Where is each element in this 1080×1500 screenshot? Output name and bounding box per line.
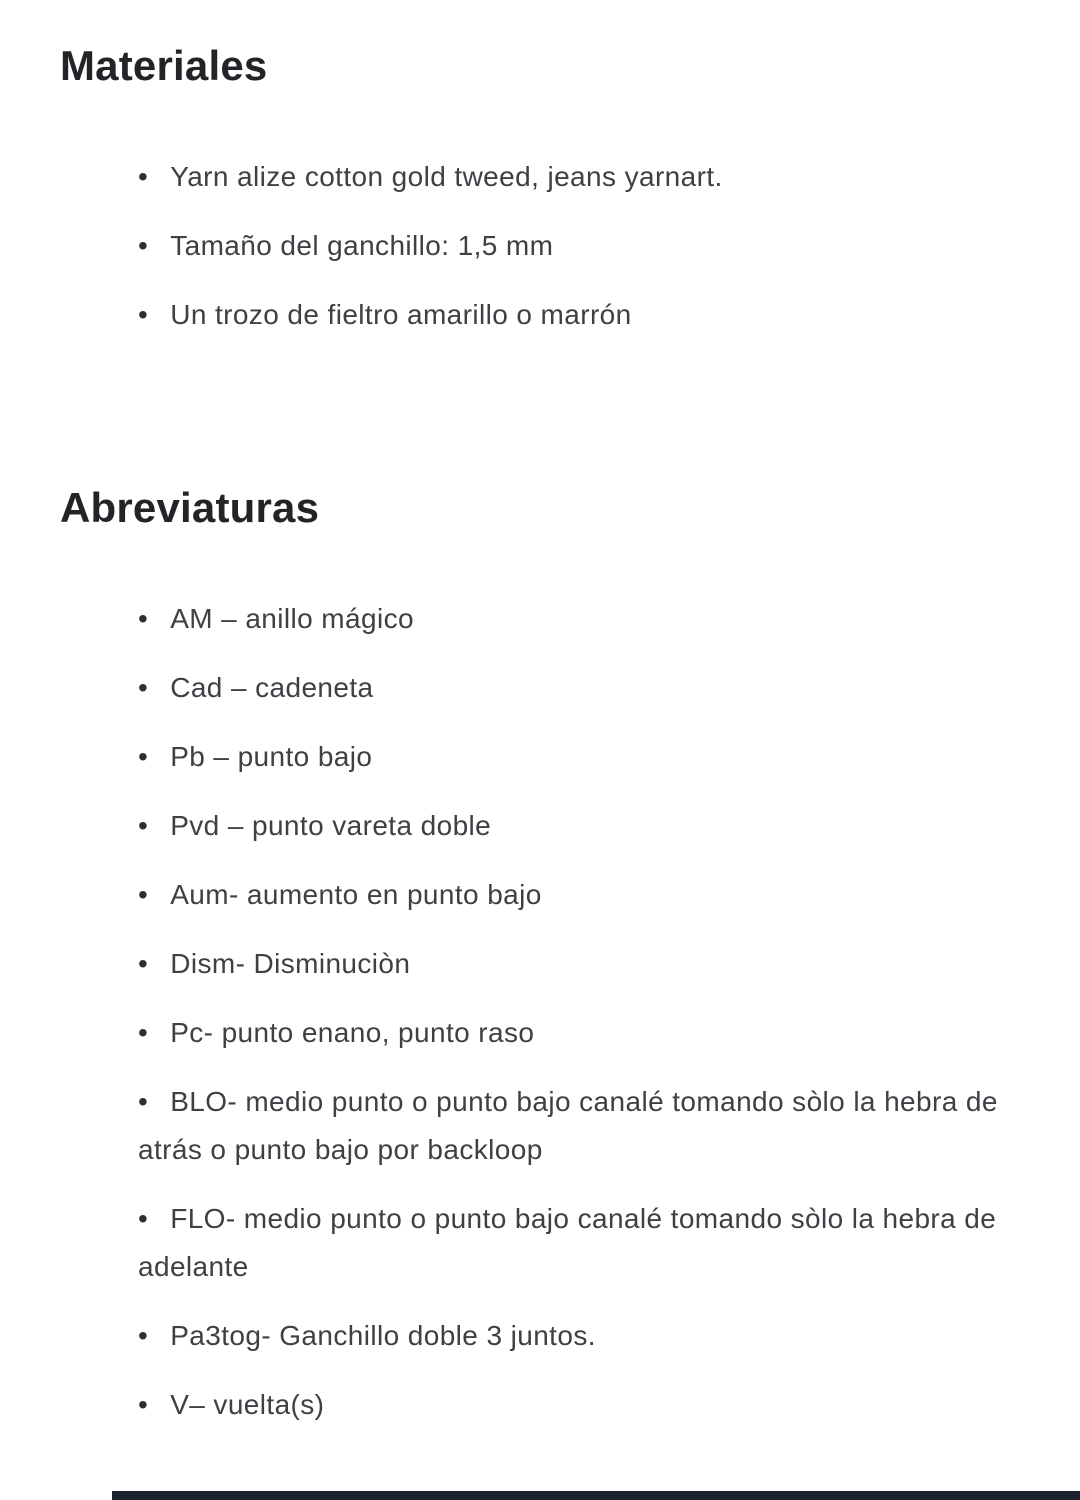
abbreviations-list [60, 595, 1020, 1429]
list-item-text: Pb – punto bajo [170, 741, 373, 772]
list-item [138, 291, 1020, 339]
materials-section [60, 0, 1020, 339]
list-item-text: AM – anillo mágico [170, 603, 414, 634]
list-item-text: Cad – cadeneta [170, 672, 374, 703]
list-item [138, 153, 1020, 201]
list-item [138, 940, 1020, 988]
materials-heading: Materiales [60, 42, 268, 89]
list-item-text: V– vuelta(s) [170, 1389, 325, 1420]
list-item [138, 222, 1020, 270]
list-item-text: Tamaño del ganchillo: 1,5 mm [170, 230, 554, 261]
list-item-text: Pc- punto enano, punto raso [170, 1017, 535, 1048]
list-item-text: Pa3tog- Ganchillo doble 3 juntos. [170, 1320, 596, 1351]
materials-list [60, 153, 1020, 339]
list-item-text: BLO- medio punto o punto bajo canalé tomando sòlo la hebra de atrás o punto bajo por backloop [138, 1086, 998, 1165]
list-item [138, 664, 1020, 712]
list-item [138, 1078, 1020, 1174]
list-item-text: FLO- medio punto o punto bajo canalé tomando sòlo la hebra de adelante [138, 1203, 997, 1282]
next-section-edge [112, 1491, 1080, 1500]
abbreviations-heading: Abreviaturas [60, 484, 320, 531]
list-item [138, 1312, 1020, 1360]
abbreviations-section [60, 484, 1020, 1429]
list-item-text: Dism- Disminuciòn [170, 948, 411, 979]
list-item-text: Yarn alize cotton gold tweed, jeans yarnart. [170, 161, 723, 192]
list-item [138, 802, 1020, 850]
list-item [138, 871, 1020, 919]
list-item [138, 733, 1020, 781]
list-item [138, 1381, 1020, 1429]
list-item [138, 1195, 1020, 1291]
list-item-text: Pvd – punto vareta doble [170, 810, 492, 841]
list-item [138, 1009, 1020, 1057]
list-item-text: Aum- aumento en punto bajo [170, 879, 542, 910]
list-item-text: Un trozo de fieltro amarillo o marrón [170, 299, 632, 330]
list-item [138, 595, 1020, 643]
